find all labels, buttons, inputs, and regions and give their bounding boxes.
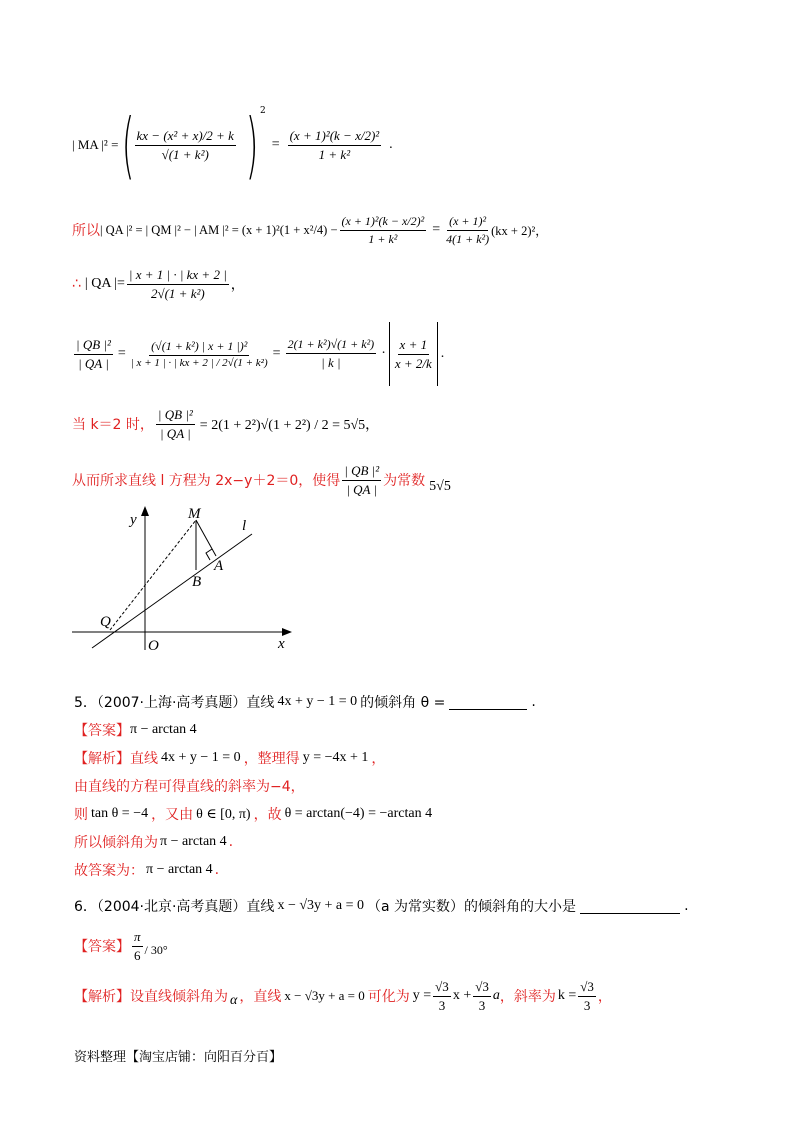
qa-abs-equation (72, 262, 245, 306)
p5-l3c: ，故 (253, 807, 282, 823)
p6-stem-text: 6．（2004·北京·高考真题）直线 (74, 899, 275, 915)
p6-l1c: 可化为 (367, 989, 410, 1005)
p6-eq2-frac1 (433, 979, 451, 1014)
qa-abs-den: 2√(1 + k²) (150, 285, 205, 301)
p5-stem-text2: 的倾斜角 θ = (360, 695, 446, 711)
p5-end: . (531, 694, 536, 710)
p6-answer (74, 928, 168, 964)
p6-k: k = (557, 988, 577, 1003)
p5-l3a: 则 (74, 807, 88, 823)
p5-stem-text: 5．（2007·上海·高考真题）直线 (74, 695, 275, 711)
p6-answer-num: π (132, 929, 143, 947)
ma-inner-numerator: kx − (x² + x)/2 + k (135, 128, 236, 146)
p6-kd: 3 (583, 997, 591, 1013)
p6-answer-blank[interactable] (580, 899, 680, 914)
p6-eq2-b: x + (452, 988, 472, 1003)
problem5-stem (74, 690, 536, 714)
ratio-equation: $\frac{\text{| QB |²}}{| QA |}$ = $\frac{\text{(√(1 + k²) | x + 1 |)²}}{\text{| x + 1 | · | kx + 2 | / 2√(1 + k²)}}$ = $\frac{\text{2(1 + k²)√(1 + k²)}}{| k |}$ · $\frac{x + 1}{x + 2/k}$ . (72, 318, 444, 390)
p6-analysis-tag: 【解析】 (74, 989, 130, 1005)
ma-rhs-numerator: (x + 1)²(k − x/2)² (288, 128, 382, 146)
p5-analysis-line1 (74, 746, 385, 770)
p5-l1c: ， (371, 751, 386, 767)
p5-l4b: . (228, 834, 234, 850)
ratio-r1 (286, 337, 377, 371)
p5-l1-eq2: y = −4x + 1 (302, 750, 369, 765)
dashed-qm (110, 520, 196, 630)
p5-analysis-tag: 【解析】 (74, 751, 130, 767)
p5-l1b: ，整理得 (243, 751, 300, 767)
p6-eq2-f1d: 3 (438, 997, 446, 1013)
ratio-r1-num: 2(1 + k²)√(1 + k²) (286, 337, 377, 354)
ma-squared-equation: | MA |² = ( $\frac{\text{kx − (x² + x)/2 + k}}{\text{√(1 + k²)}}$ ) $^2$ = $\frac{\text{(x + 1)²(k − x/2)²}}{\text{1 + k²}}$ . (72, 103, 393, 187)
label-M: M (188, 506, 201, 522)
p5-answer-value: π − arctan 4 (130, 722, 197, 737)
p5-l3-eq: tan θ = −4 (91, 806, 149, 821)
p6-l1a: 设直线倾斜角为 (130, 989, 228, 1005)
label-A: A (214, 558, 224, 574)
ratio-mid-num: (√(1 + k²) | x + 1 |)² (149, 339, 249, 356)
p6-end: . (684, 898, 689, 914)
qa-f1-num: (x + 1)²(k − x/2)² (340, 214, 427, 231)
p5-stem-eq: 4x + y − 1 = 0 (277, 694, 358, 709)
qa-prefix: 所以 (72, 223, 100, 239)
ma-rhs-fraction (288, 128, 382, 163)
ma-rhs-denominator: 1 + k² (318, 146, 351, 162)
p5-analysis-line3 (74, 802, 435, 826)
conclusion-den: | QA | (346, 481, 378, 497)
p6-kn: √3 (578, 979, 596, 997)
ratio-abs-num: x + 1 (398, 337, 430, 355)
qa-abs-fraction (127, 267, 229, 302)
p5-analysis-line4 (74, 830, 233, 854)
qa-lhs: | QA |² = | QM |² − | AM |² = (x + 1)²(1 + x²/4) − (100, 222, 338, 237)
ratio-abs (389, 322, 438, 386)
p5-l4-eq: π − arctan 4 (160, 834, 227, 849)
p5-analysis-line5 (74, 858, 219, 882)
p6-eq2-a: y = (412, 988, 432, 1003)
p5-answer-tag: 【答案】 (74, 723, 130, 739)
ratio-abs-fraction (395, 337, 432, 372)
p6-eq2-f1n: √3 (433, 979, 451, 997)
ma-inner-fraction (135, 128, 236, 163)
conclusion-fraction (342, 463, 381, 498)
qa-abs-num: | x + 1 | · | kx + 2 | (127, 267, 229, 285)
p5-analysis-line2 (74, 774, 305, 798)
qa-abs-tail: ， (230, 278, 245, 293)
p6-eq2-f2n: √3 (473, 979, 491, 997)
conclusion-num: | QB |² (342, 463, 381, 481)
qa-squared-equation (72, 205, 548, 255)
p6-eq2-c: a (492, 988, 500, 1003)
label-O: O (148, 638, 159, 654)
footer-source: 资料整理【淘宝店铺：向阳百分百】 (74, 1050, 283, 1065)
k2-line (72, 404, 379, 444)
p6-l1b: ，直线 (239, 989, 282, 1005)
qa-f2-den: 4(1 + k²) (446, 231, 490, 246)
label-B: B (192, 574, 202, 590)
ma-inner-denominator: √(1 + k²) (161, 146, 209, 162)
conclusion-text2: 为常数 (383, 473, 426, 489)
ma-tail: . (389, 137, 393, 152)
qa-f1-den: 1 + k² (368, 231, 398, 246)
p6-l1-eq: x − √3y + a = 0 (284, 988, 365, 1003)
x-axis-arrow (282, 628, 292, 636)
y-axis-arrow (141, 506, 149, 516)
p5-l5a: 故答案为： (74, 863, 144, 879)
p6-answer-alt: / 30° (144, 942, 168, 957)
ma-lhs: | MA |² = (72, 137, 119, 152)
qa-tail: (kx + 2)²， (491, 224, 548, 238)
k2-rhs: = 2(1 + 2²)√(1 + 2²) / 2 = 5√5， (199, 418, 380, 433)
p6-stem-text2: （a 为常实数）的倾斜角的大小是 (367, 899, 577, 915)
label-x: x (278, 636, 285, 652)
right-angle-mark (206, 549, 212, 560)
p5-l5-eq: π − arctan 4 (146, 862, 213, 877)
p6-analysis-line1 (74, 976, 612, 1016)
left-paren: ( (122, 103, 135, 187)
qa-mid: = (432, 222, 441, 237)
p6-answer-tag: 【答案】 (74, 939, 130, 955)
ratio-mid-den: | x + 1 | · | kx + 2 | / 2√(1 + k²) (130, 357, 268, 369)
ratio-abs-den: x + 2/k (394, 355, 432, 371)
p6-stem-eq: x − √3y + a = 0 (277, 898, 365, 913)
p5-l5b: . (214, 862, 220, 878)
p5-l1-eq: 4x + y − 1 = 0 (161, 750, 241, 765)
conclusion-text: 从而所求直线 l 方程为 2x−y＋2＝0，使得 (72, 473, 341, 489)
qa-fraction-2 (446, 214, 489, 247)
ratio-mid (131, 339, 268, 369)
label-Q: Q (100, 614, 111, 630)
ratio-lhs-den: | QA | (78, 355, 109, 371)
problem6-stem (74, 894, 689, 918)
p5-l4a: 所以倾斜角为 (74, 835, 158, 851)
therefore-symbol: ∴ (72, 276, 81, 292)
k2-den: | QA | (159, 425, 191, 441)
p6-eq2-frac2 (473, 979, 491, 1014)
qa-fraction-1 (340, 214, 427, 247)
p6-k-frac (578, 979, 596, 1014)
qa-f2-num: (x + 1)² (447, 214, 488, 231)
perpendicular-ma (196, 520, 216, 556)
ratio-lhs-num: | QB |² (74, 337, 113, 355)
label-y: y (130, 512, 137, 528)
ratio-tail: . (440, 346, 445, 361)
p5-l2: 由直线的方程可得直线的斜率为−4， (74, 779, 305, 795)
k2-fraction (156, 407, 195, 442)
p6-l1d: ，斜率为 (499, 989, 556, 1005)
p6-answer-fraction (132, 929, 143, 964)
p5-l3-eq3: θ = arctan(−4) = −arctan 4 (284, 806, 433, 821)
p5-answer-blank[interactable] (449, 695, 527, 710)
p5-l1a: 直线 (130, 751, 158, 767)
label-l: l (242, 518, 247, 534)
ratio-r1-den: | k | (321, 355, 341, 370)
p6-eq2-f2d: 3 (478, 997, 486, 1013)
p6-answer-den: 6 (134, 947, 141, 963)
k2-num: | QB |² (156, 407, 195, 425)
ratio-lhs (74, 337, 113, 372)
p6-l1e: ， (597, 989, 612, 1005)
conclusion-value: 5√5 (429, 479, 451, 494)
right-paren: ) (245, 103, 259, 187)
qa-abs-lhs: | QA |= (84, 276, 125, 291)
p5-l3b: ，又由 (151, 807, 194, 823)
p5-l3-eq2: θ ∈ [0, π) (196, 806, 251, 822)
p5-answer (74, 718, 197, 742)
conclusion-line (72, 460, 451, 500)
p6-alpha: α (230, 993, 238, 1008)
geometry-figure (60, 500, 300, 660)
k2-prefix: 当 k＝2 时， (72, 417, 154, 433)
